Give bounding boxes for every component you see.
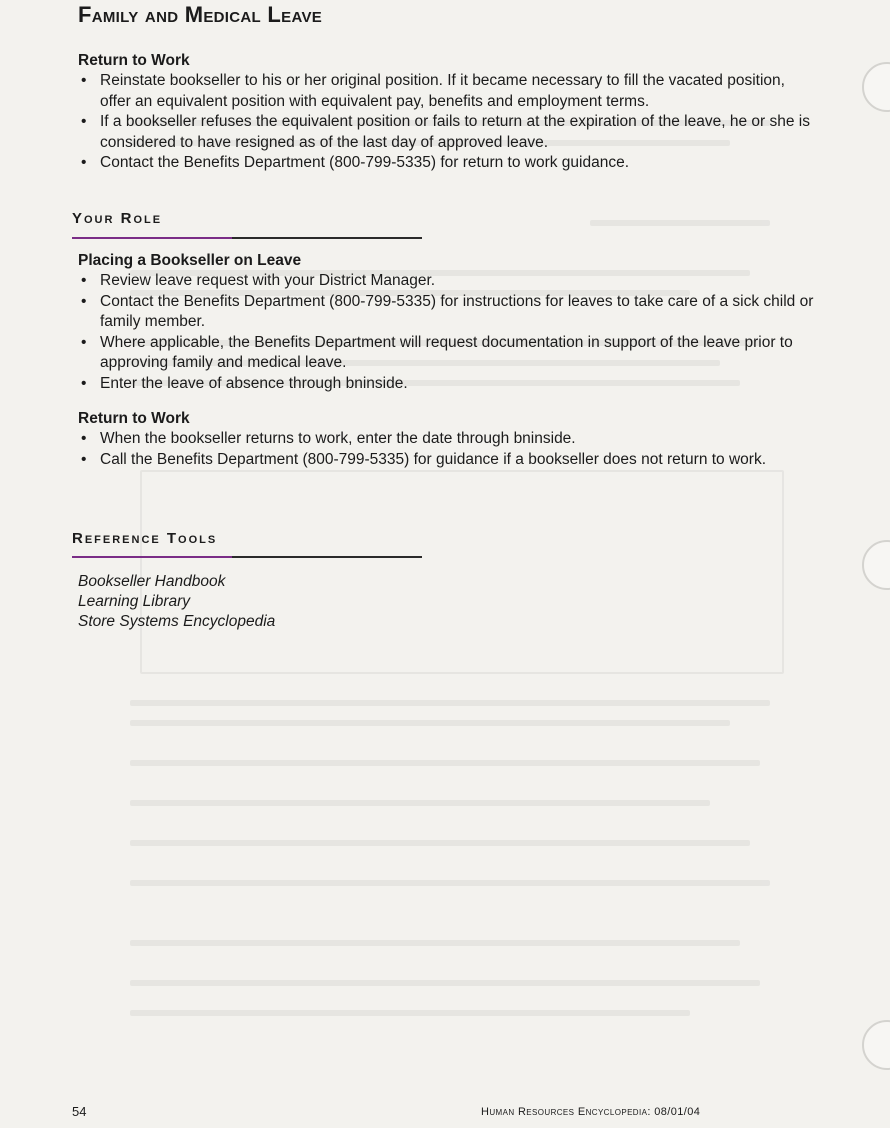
bullet-list	[78, 429, 818, 470]
section-heading-your-role: Your Role	[72, 210, 163, 227]
bullet-list	[78, 71, 818, 174]
placing-on-leave-section	[78, 252, 818, 394]
list-item: • Call the Benefits Department (800-799-5335) for guidance if a bookseller does not return to work.	[78, 450, 818, 471]
list-item: • If a bookseller refuses the equivalent position or fails to return at the expiration of the leave, he or she is considered to have resigned as of the last day of approved leave.	[78, 112, 818, 153]
reference-item: Bookseller Handbook	[78, 573, 226, 590]
bullet-list	[78, 271, 818, 394]
page-title: Family and Medical Leave	[78, 2, 323, 27]
list-item: • Contact the Benefits Department (800-799-5335) for instructions for leaves to take care of a sick child or family member.	[78, 292, 818, 333]
binder-hole	[862, 540, 890, 590]
subhead-placing-on-leave: Placing a Bookseller on Leave	[78, 252, 302, 269]
list-item: • Reinstate bookseller to his or her original position. If it became necessary to fill the vacated position, offer an equivalent position with equivalent pay, benefits and employment terms.	[78, 71, 818, 112]
binder-hole	[862, 1020, 890, 1070]
list-item: • Enter the leave of absence through bninside.	[78, 374, 818, 395]
reference-item: Store Systems Encyclopedia	[78, 613, 276, 630]
bleed-through-texture	[130, 60, 790, 1060]
subhead-return-to-work: Return to Work	[78, 52, 190, 69]
section-heading-reference-tools: Reference Tools	[72, 530, 218, 547]
role-return-to-work-section	[78, 410, 818, 470]
reference-item: Learning Library	[78, 593, 191, 610]
binder-hole	[862, 62, 890, 112]
footer-text: Human Resources Encyclopedia: 08/01/04	[481, 1106, 701, 1118]
section-rule	[72, 556, 422, 558]
list-item: • Review leave request with your District Manager.	[78, 271, 818, 292]
page-number: 54	[72, 1104, 87, 1119]
section-rule	[72, 237, 422, 239]
return-to-work-section	[78, 52, 818, 174]
subhead-return-to-work: Return to Work	[78, 410, 190, 427]
reference-list	[78, 572, 818, 632]
list-item: • Contact the Benefits Department (800-799-5335) for return to work guidance.	[78, 153, 818, 174]
list-item: • When the bookseller returns to work, enter the date through bninside.	[78, 429, 818, 450]
list-item: • Where applicable, the Benefits Department will request documentation in support of the leave prior to approving family and medical leave.	[78, 333, 818, 374]
